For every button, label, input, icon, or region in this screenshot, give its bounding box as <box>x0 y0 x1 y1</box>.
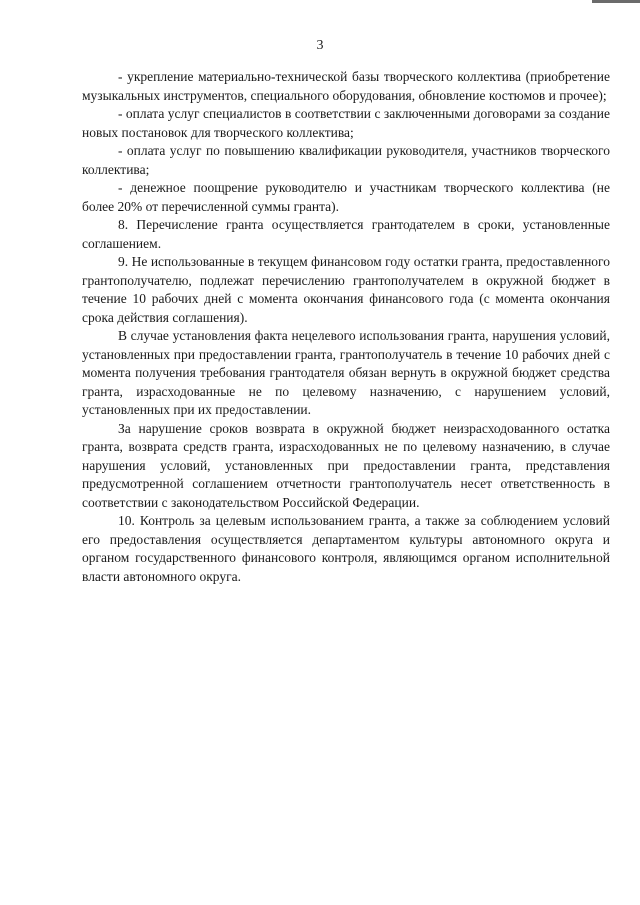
paragraph-clause-8: 8. Перечисление гранта осуществляется грантодателем в сроки, установленные соглашением. <box>82 217 610 251</box>
paragraph-clause-10: 10. Контроль за целевым использованием гранта, а также за соблюдением условий его предоставления осуществляется департаментом культуры автономного округа и органом государственного финансового контроля, являющимся органом исполнительной власти автономного округа. <box>82 513 610 584</box>
paragraph-clause-9: 9. Не использованные в текущем финансовом году остатки гранта, предоставленного грантополучателю, подлежат перечислению грантополучателем в окружной бюджет в течение 10 рабочих дней с момента окончания финансового года (с момента окончания срока действия соглашения). <box>82 254 610 325</box>
paragraph-material-base: - укрепление материально-технической базы творческого коллектива (приобретение музыкальных инструментов, специального оборудования, обновление костюмов и прочее); <box>82 69 610 103</box>
paragraph-qualification: - оплата услуг по повышению квалификации руководителя, участников творческого коллектива; <box>82 143 610 177</box>
document-body <box>82 68 610 586</box>
page-number: 3 <box>316 38 324 53</box>
paragraph-liability: За нарушение сроков возврата в окружной бюджет неизрасходованного остатка гранта, возврата средств гранта, израсходованных не по целевому назначению, в случае нарушения условий, установленных при предоставлении гранта, представления предусмотренной соглашением отчетности грантополучатель несет ответственность в соответствии с законодательством Российской Федерации. <box>82 420 610 510</box>
scan-corner-mark <box>592 0 640 3</box>
paragraph-misuse-return: В случае установления факта нецелевого использования гранта, нарушения условий, установленных при предоставлении гранта, грантополучатель в течение 10 рабочих дней с момента получения требования грантодателя обязан вернуть в окружной бюджет средства гранта, израсходованные не по целевому назначению, с нарушением условий, установленных при их предоставлении. <box>82 328 610 417</box>
paragraph-specialist-services: - оплата услуг специалистов в соответствии с заключенными договорами за создание новых постановок для творческого коллектива; <box>82 106 610 140</box>
paragraph-monetary-reward: - денежное поощрение руководителю и участникам творческого коллектива (не более 20% от перечисленной суммы гранта). <box>82 180 610 214</box>
